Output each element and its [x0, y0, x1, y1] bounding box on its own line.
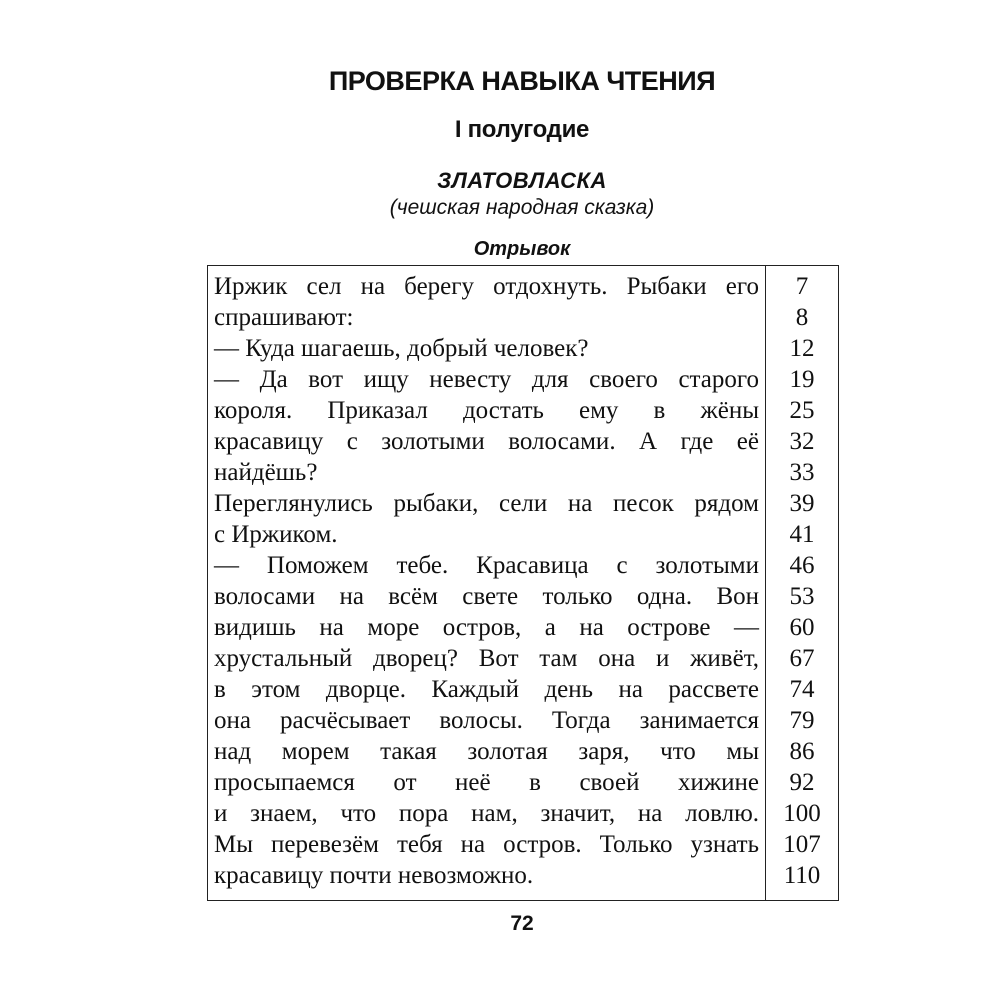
- text-line: — Поможем тебе. Красавица с золотыми: [214, 552, 759, 579]
- word-count: 79: [789, 707, 815, 734]
- word-count: 12: [789, 335, 815, 362]
- text-line-row: [208, 457, 837, 488]
- text-line: короля. Приказал достать ему в жёны: [214, 397, 759, 424]
- word-count: 33: [789, 459, 815, 486]
- word-count: 19: [789, 366, 815, 393]
- text-line-row: [208, 829, 837, 860]
- word-count: 25: [789, 397, 815, 424]
- text-line: Переглянулись рыбаки, сели на песок рядом: [214, 490, 759, 517]
- text-line-row: [208, 333, 837, 364]
- text-line-row: [208, 860, 837, 891]
- text-line-row: [208, 643, 837, 674]
- text-line: найдёшь?: [214, 459, 318, 486]
- text-line: над морем такая золотая заря, что мы: [214, 738, 759, 765]
- text-line-row: [208, 271, 837, 302]
- text-line: просыпаемся от неё в своей хижине: [214, 769, 759, 796]
- word-count: 74: [789, 676, 815, 703]
- excerpt-label: Отрывок: [473, 238, 571, 260]
- word-count: 41: [789, 521, 815, 548]
- word-count: 53: [789, 583, 815, 610]
- text-line-row: [208, 302, 837, 333]
- text-line: видишь на море остров, а на острове —: [214, 614, 759, 641]
- text-line-row: [208, 581, 837, 612]
- text-line: красавицу почти невозможно.: [214, 862, 534, 889]
- page-title: ПРОВЕРКА НАВЫКА ЧТЕНИЯ: [328, 66, 716, 96]
- reading-text-table: [207, 265, 839, 901]
- text-line: в этом дворце. Каждый день на рассвете: [214, 676, 759, 703]
- text-line: и знаем, что пора нам, значит, на ловлю.: [214, 800, 759, 827]
- text-line-row: [208, 550, 837, 581]
- word-count: 46: [789, 552, 815, 579]
- semester-subtitle: I полугодие: [454, 116, 590, 143]
- text-line-row: [208, 488, 837, 519]
- word-count: 60: [789, 614, 815, 641]
- word-count: 7: [795, 273, 809, 300]
- story-origin: (чешская народная сказка): [389, 196, 655, 219]
- text-line-row: [208, 798, 837, 829]
- text-line: Мы перевезём тебя на остров. Только узнать: [214, 831, 759, 858]
- word-count: 8: [795, 304, 809, 331]
- word-count: 100: [783, 800, 821, 827]
- word-count: 107: [783, 831, 821, 858]
- word-count: 92: [789, 769, 815, 796]
- page-number: 72: [510, 912, 534, 935]
- text-line: она расчёсывает волосы. Тогда занимается: [214, 707, 759, 734]
- text-line: волосами на всём свете только одна. Вон: [214, 583, 759, 610]
- word-count: 67: [789, 645, 815, 672]
- text-line-row: [208, 705, 837, 736]
- word-count: 39: [789, 490, 815, 517]
- story-title: ЗЛАТОВЛАСКА: [437, 168, 607, 193]
- text-line-row: [208, 767, 837, 798]
- text-line: красавицу с золотыми волосами. А где её: [214, 428, 759, 455]
- text-line-row: [208, 364, 837, 395]
- text-line: — Куда шагаешь, добрый человек?: [214, 335, 589, 362]
- text-line-row: [208, 519, 837, 550]
- text-line: с Иржиком.: [214, 521, 338, 548]
- word-count: 110: [783, 862, 821, 889]
- text-line-row: [208, 736, 837, 767]
- text-line-row: [208, 612, 837, 643]
- word-count: 86: [789, 738, 815, 765]
- text-line-row: [208, 426, 837, 457]
- text-line: — Да вот ищу невесту для своего старого: [214, 366, 759, 393]
- text-line: спрашивают:: [214, 304, 354, 331]
- text-line-row: [208, 674, 837, 705]
- text-line-row: [208, 395, 837, 426]
- text-line: хрустальный дворец? Вот там она и живёт,: [214, 645, 759, 672]
- word-count: 32: [789, 428, 815, 455]
- text-line: Иржик сел на берегу отдохнуть. Рыбаки его: [214, 273, 759, 300]
